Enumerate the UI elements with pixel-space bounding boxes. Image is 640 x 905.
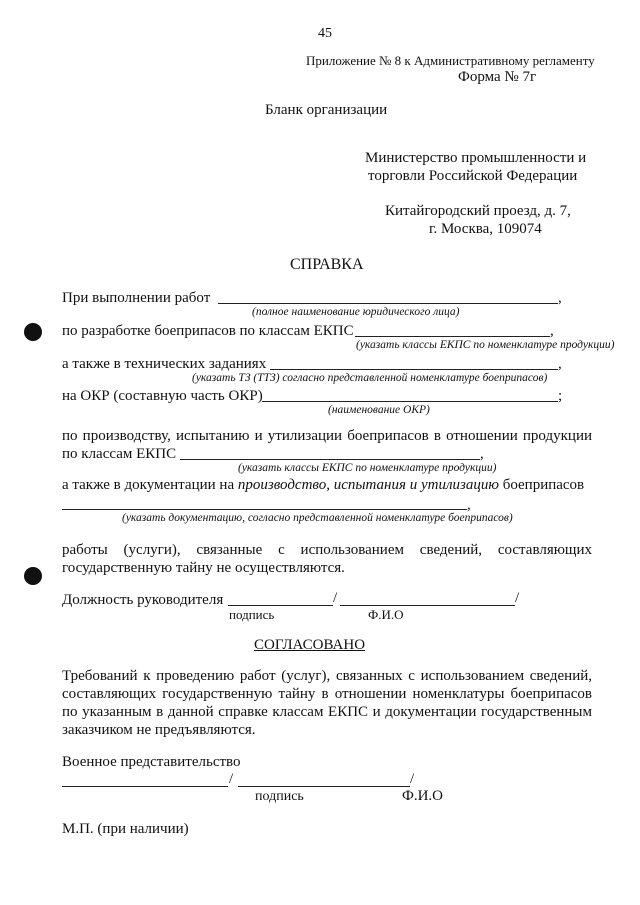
ekps2-fill-line[interactable] [180, 459, 480, 460]
docs-suffix: боеприпасов [502, 477, 585, 493]
form-label: Форма № 7г [458, 69, 537, 85]
military-label: Военное представительство [62, 754, 241, 770]
okr-hint: (наименование ОКР) [328, 404, 430, 416]
slash: / [410, 771, 415, 787]
works-label: При выполнении работ [62, 290, 211, 306]
ekps2-label: по классам ЕКПС [62, 446, 177, 462]
military-signature-hint: подпись [255, 789, 304, 804]
military-name-line[interactable] [238, 786, 410, 787]
comma: , [480, 446, 484, 462]
approval-line-4: заказчиком не предъявляются. [62, 722, 256, 738]
semicolon: ; [558, 388, 563, 404]
name-hint: Ф.И.О [368, 607, 404, 622]
comma: , [558, 356, 562, 372]
works-hint: (полное наименование юридического лица) [252, 306, 460, 318]
tz-fill-line[interactable] [270, 369, 558, 370]
slash: / [515, 590, 520, 606]
recipient-line-1: Министерство промышленности и [365, 150, 587, 166]
approval-line-2: составляющих государственную тайну в отношении номенклатуры боеприпасов [62, 686, 592, 702]
docs-line [62, 477, 584, 494]
approval-line-3: по указанным в данной справке классам ЕКПС и документации государственным [62, 704, 592, 720]
position-label: Должность руководителя [62, 592, 224, 608]
binder-hole-icon [24, 323, 42, 341]
binder-hole-icon [24, 567, 42, 585]
tz-hint: (указать ТЗ (ТТЗ) согласно представленной номенклатуре боеприпасов) [192, 372, 548, 384]
signature-fill-line[interactable] [228, 605, 333, 606]
ekps-fill-line[interactable] [355, 336, 550, 337]
works-fill-line[interactable] [218, 303, 558, 304]
approval-title: СОГЛАСОВАНО [254, 637, 366, 653]
recipient-line-2: торговли Российской Федерации [368, 168, 578, 184]
docs-prefix: а также в документации на [62, 477, 235, 493]
okr-fill-line[interactable] [262, 401, 558, 402]
docs-italic: производство, испытания и утилизацию [237, 477, 499, 493]
name-fill-line[interactable] [340, 605, 515, 606]
ekps-label: по разработке боеприпасов по классам ЕКПС [62, 323, 354, 339]
ekps-hint: (указать классы ЕКПС по номенклатуре продукции) [356, 339, 615, 351]
military-signature-line[interactable] [62, 786, 228, 787]
stamp-note: М.П. (при наличии) [62, 821, 189, 837]
okr-label: на ОКР (составную часть ОКР) [62, 388, 263, 404]
production-line: по производству, испытанию и утилизации боеприпасов в отношении продукции [62, 428, 592, 444]
comma: , [558, 290, 562, 306]
recipient-address-2: г. Москва, 109074 [429, 221, 542, 237]
appendix-header: Приложение № 8 к Административному регламенту [306, 53, 595, 68]
statement-line-1: работы (услуги), связанные с использованием сведений, составляющих [62, 542, 592, 558]
military-name-hint: Ф.И.О [402, 788, 444, 804]
comma: , [550, 323, 554, 339]
docs-hint: (указать документацию, согласно представленной номенклатуре боеприпасов) [122, 512, 513, 524]
org-blank: Бланк организации [265, 102, 388, 118]
comma: , [467, 497, 471, 513]
page-number: 45 [318, 26, 332, 41]
signature-hint: подпись [229, 607, 275, 622]
document-title: СПРАВКА [290, 256, 364, 273]
tz-label: а также в технических заданиях [62, 356, 267, 372]
docs-fill-line[interactable] [62, 509, 467, 510]
slash: / [229, 771, 234, 787]
slash: / [333, 590, 338, 606]
ekps2-hint: (указать классы ЕКПС по номенклатуре продукции) [238, 462, 497, 474]
recipient-address-1: Китайгородский проезд, д. 7, [385, 203, 571, 219]
approval-line-1: Требований к проведению работ (услуг), связанных с использованием сведений, [62, 668, 592, 684]
statement-line-2: государственную тайну не осуществляются. [62, 560, 345, 576]
